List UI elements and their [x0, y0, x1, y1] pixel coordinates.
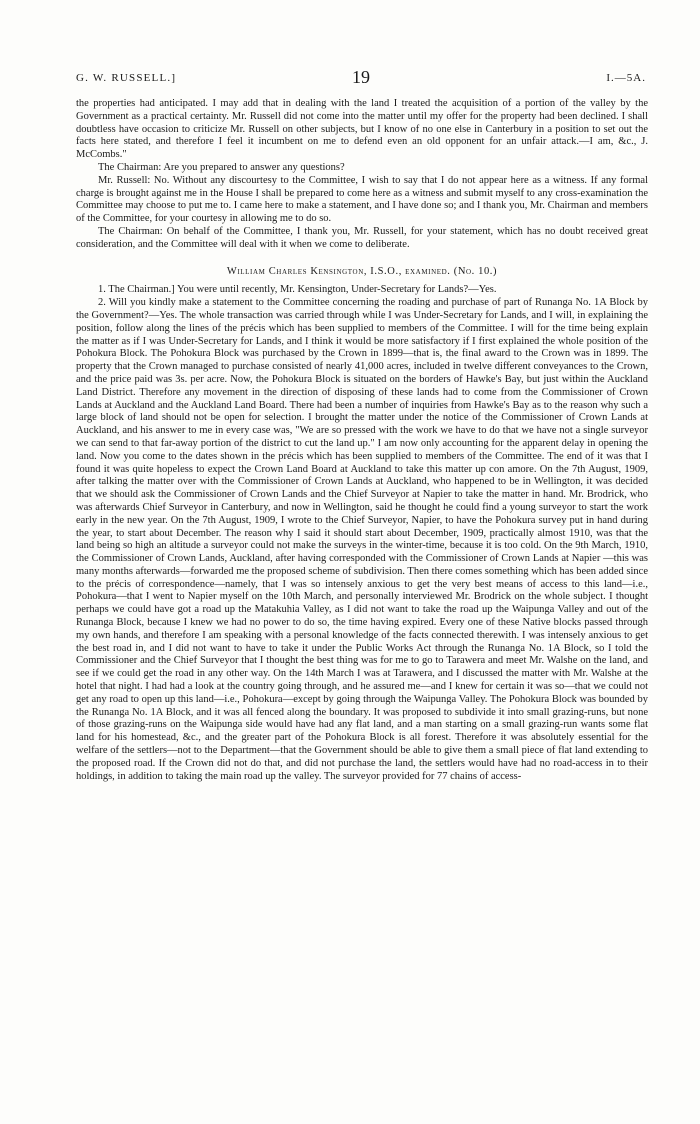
page-number: 19 — [352, 67, 370, 87]
running-head-left: G. W. RUSSELL.] — [76, 72, 177, 84]
question-1: 1. The Chairman.] You were until recently, Mr. Kensington, Under-Secretary for Lands?—Yes. — [98, 284, 497, 296]
question-2-statement: 2. Will you kindly make a statement to the Committee concerning the roading and purchase of part of Runanga No. 1A Block by the Government?—Yes. The whole transaction was carried through while I was Under-Secretary for Lands, and I will, in explaining the position, follow along the lines of the précis which has been supplied to members of the Committee. I will for the time being explain the matter as if I was Under-Secretary for Lands, and I think it would be more satisfactory if I first explained the whole position of the Pohokura Block. The Pohokura Block was purchased by the Crown in 1899—that is, the final award to the Crown was in 1899. The property that the Crown managed to purchase consisted of nearly 41,000 acres, included in twelve different conveyances to the Crown, and the price paid was 3s. per acre. Now, the Pohokura Block is situated on the borders of Hawke's Bay, but just within the Auckland Land District. Therefore any movement in the direction of disposing of these lands had to come from the Commissioner of Crown Lands at Auckland and the Auckland Land Board. There had been a number of inquiries from Hawke's Bay as to the reason why such a large block of land should not be open for selection. I brought the matter under the notice of the Commissioner of Crown Lands at Auckland, and his answer to me in every case was, "We are so pressed with the work we have to do that we have not a single surveyor we can send to that far-away portion of the district to cut the land up." I am now only accounting for the apparent delay in opening the land. Now you come to the dates shown in the précis which has been supplied to members of the Committee. The end of it was that I found it was quite hopeless to expect the Crown Land Board at Auckland to take this matter up con amore. On the 7th August, 1909, after talking the matter over with the Commissioner of Crown Lands at Auckland, who happened to be in Wellington, it was decided that we should ask the Commissioner of Crown Lands and the Chief Surveyor at Napier to take the matter in hand. Mr. Brodrick, who was afterwards Chief Surveyor in Canterbury, and now in Wellington, said he thought he could find a young surveyor to start the work early in the new year. On the 7th August, 1909, I wrote to the Chief Surveyor, Napier, to have the Pohokura survey put in hand during the year, to start about December. The reason why I said it should start about December, 1909, practically almost 1910, was that the land being so high an altitude a surveyor could not make the surveys in the winter-time, because it is too cold. On the 9th March, 1910, the Commissioner of Crown Lands, Auckland, after having corresponded with the Commissioner of Crown Lands at Napier —this was many months afterwards—forwarded me the proposed scheme of subdivision. Then there comes something which has been added since to the précis of correspondence—namely, that I was so intensely anxious to get the very best means of access to this land—i.e., Pohokura—that I went to Napier myself on the 10th March, and personally interviewed Mr. Brodrick on the whole subject. I thought perhaps we could have got a road up the Matakuhia Valley, as I did not want to take the road up the Waipunga Valley and out of the Runanga Block, because I knew we had no power to do so, the time having expired. Every one of these Native blocks passed through my own hands, and therefore I am speaking with a personal knowledge of the facts connected therewith. I was intensely anxious to get the best road in, and I did not want to have to take it under the Public Works Act through the Runanga No. 1A Block, so I told the Commissioner and the Chief Surveyor that I thought the best thing was for me to go to Tarawera and meet Mr. Walshe on the land, and see if we could get the road in any other way. On the 14th March I was at Tarawera, and I discussed the matter with Mr. Walshe at the hotel that night. I had had a look at the country going through, and he assured me—and I knew for certain it was so—that we could not get any road to open up this land—i.e., Pohokura—except by going through the Waipunga Valley. The Pohokura Block was bounded by the Runanga No. 1A Block, and it was all fenced along the boundary. It was proposed to subdivide it into small grazing-runs, but none of those grazing-runs on the Waipunga side would have had any flat land, and a man starting on a small grazing-run wants some flat land for his homestead, &c., and the greater part of the Pohokura Block is all forest. Therefore it was absolutely essential for the welfare of the settlers—not to the Department—that the Government should be able to give them a small piece of flat land extending to the proposed road. If the Crown did not do that, and did not purchase the land, the settlers would have had no road-access in to their holdings, in addition to taking the main road up the valley. The surveyor provided for 77 chains of access- — [76, 297, 648, 782]
paragraph-russell-reply: Mr. Russell: No. Without any discourtesy to the Committee, I wish to say that I do not appear here as a witness. If any formal charge is brought against me in the House I shall be prepared to come here as a witness and submit myself to any cross-examination the Committee may choose to put me to. I came here to make a statement, and I have done so; and I thank you, Mr. Chairman and members of the Committee, for your courtesy in allowing me to do so. — [76, 174, 648, 225]
paragraph-chairman-thanks: The Chairman: On behalf of the Committee, I thank you, Mr. Russell, for your statement, which has no doubt received great consideration, and the Committee will deal with it when we come to deliberate. — [76, 225, 648, 250]
running-head-right: I.—5A. — [606, 72, 646, 84]
page-body — [76, 98, 648, 783]
paragraph-letter-end: the properties had anticipated. I may add that in dealing with the land I treated the acquisition of a portion of the valley by the Government as a practical certainty. Mr. Russell did not come into the matter until my offer for the property had been declined. I shall doubtless have occasion to criticize Mr. Russell on other subjects, but I know of no one else in Canterbury in a position to set out the facts here stated, and therefore I feel it incumbent on me to defend even an old opponent for an unfair attack.—I am, &c., J. McCombs." — [76, 98, 648, 161]
paragraph-chairman-question: The Chairman: Are you prepared to answer any questions? — [98, 161, 345, 173]
witness-heading: William Charles Kensington, I.S.O., examined. (No. 10.) — [226, 265, 498, 277]
page-header — [76, 66, 646, 88]
